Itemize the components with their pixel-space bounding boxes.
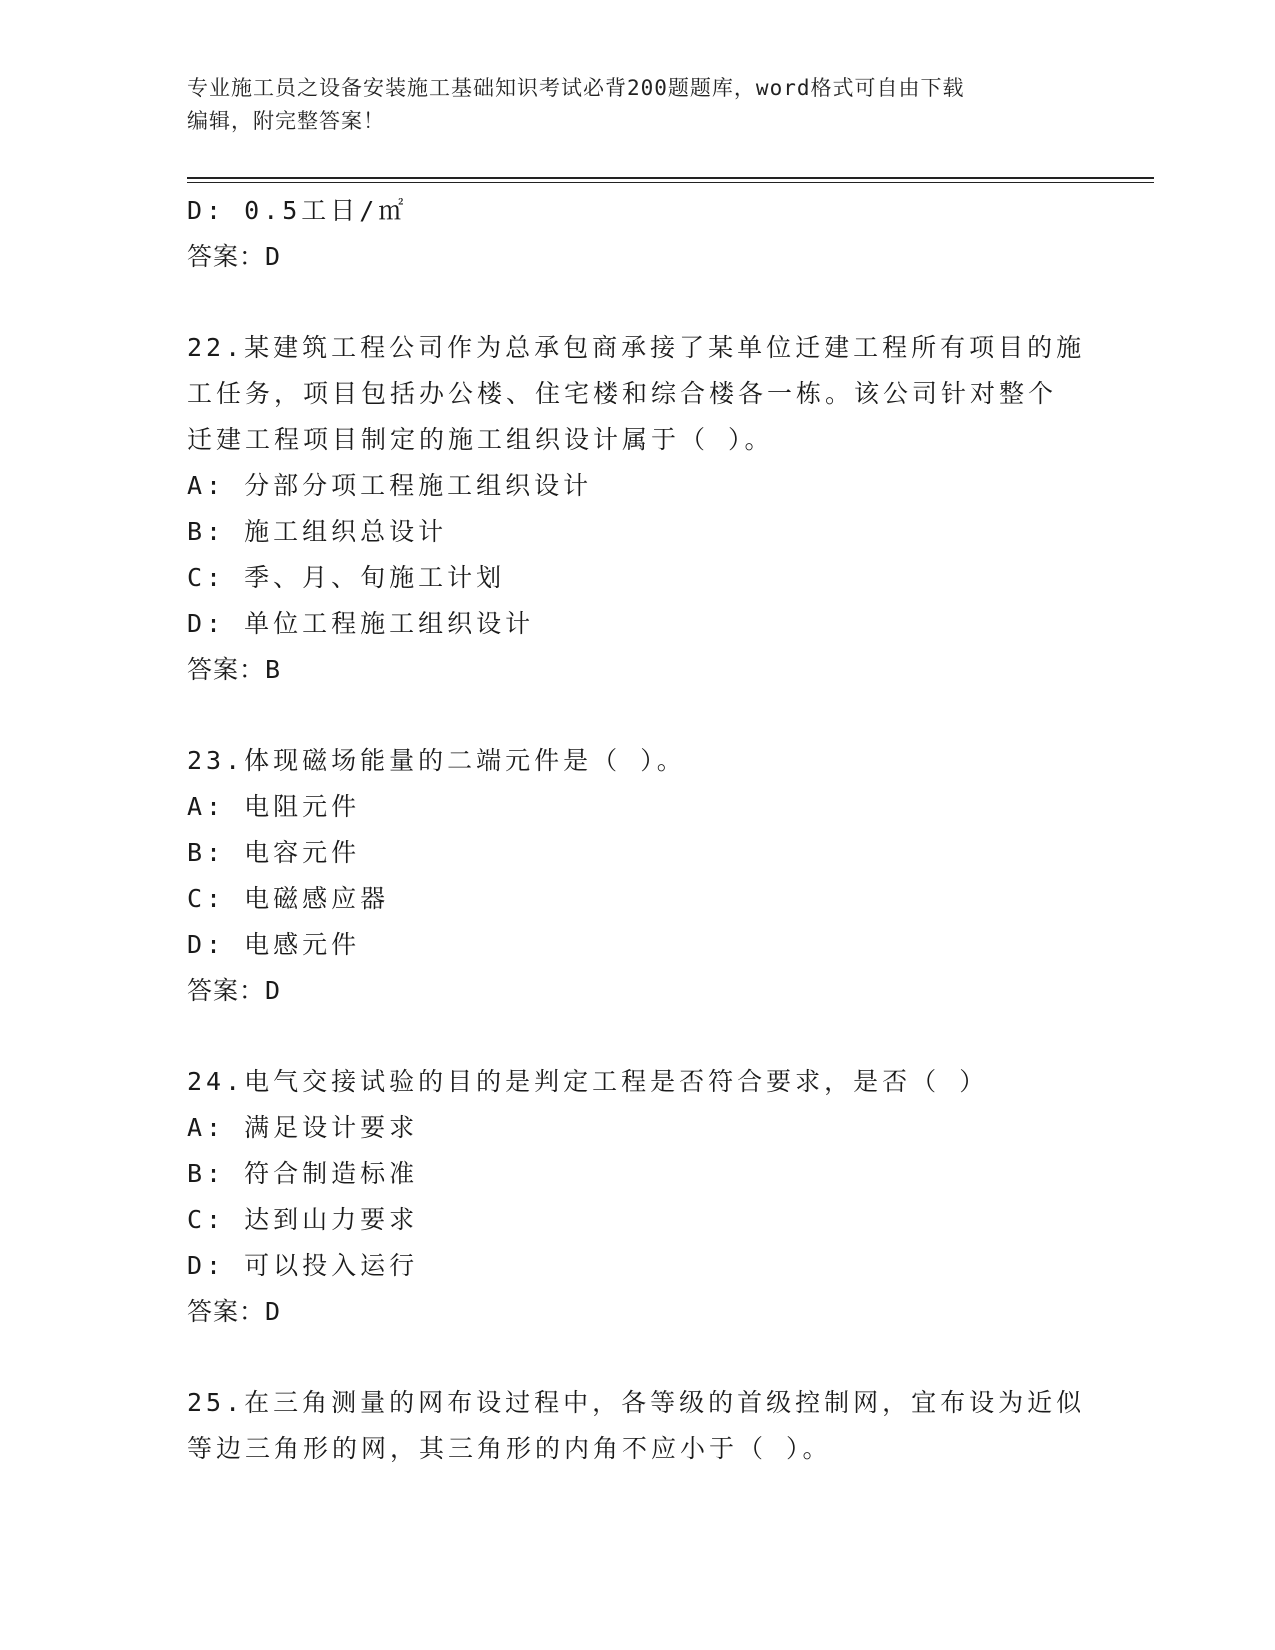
header-divider-thick (187, 177, 1154, 179)
question-24 (187, 1059, 1097, 1335)
question-text: 迁建工程项目制定的施工组织设计属于（ ）。 (187, 425, 774, 454)
option-d: D: 可以投入运行 (187, 1251, 419, 1280)
question-23 (187, 738, 1097, 1014)
option-a: A: 分部分项工程施工组织设计 (187, 471, 593, 500)
question-text: 等边三角形的网，其三角形的内角不应小于（ ）。 (187, 1434, 832, 1463)
option-a: A: 满足设计要求 (187, 1113, 419, 1142)
option-b: B: 施工组织总设计 (187, 517, 448, 546)
question-text: 22.某建筑工程公司作为总承包商承接了某单位迁建工程所有项目的施 (187, 333, 1086, 362)
question-list (187, 188, 1097, 1472)
option-c: C: 达到山力要求 (187, 1205, 419, 1234)
question-25 (187, 1380, 1097, 1472)
option-d: D: 0.5工日/㎡ (187, 196, 408, 225)
option-d: D: 电感元件 (187, 930, 361, 959)
answer: 答案：D (187, 1297, 282, 1326)
option-c: C: 电磁感应器 (187, 884, 390, 913)
question-text: 25.在三角测量的网布设过程中，各等级的首级控制网，宜布设为近似 (187, 1388, 1086, 1417)
header-line-2: 编辑，附完整答案！ (187, 109, 385, 133)
answer: 答案：D (187, 242, 282, 271)
question-text: 24.电气交接试验的目的是判定工程是否符合要求，是否（ ） (187, 1067, 989, 1096)
option-d: D: 单位工程施工组织设计 (187, 609, 535, 638)
option-c: C: 季、月、旬施工计划 (187, 563, 506, 592)
option-b: B: 符合制造标准 (187, 1159, 419, 1188)
option-b: B: 电容元件 (187, 838, 361, 867)
option-a: A: 电阻元件 (187, 792, 361, 821)
header-divider-thin (187, 182, 1154, 183)
document-header (187, 72, 1087, 138)
question-text: 23.体现磁场能量的二端元件是（ ）。 (187, 746, 686, 775)
answer: 答案：B (187, 655, 282, 684)
question-text: 工任务，项目包括办公楼、住宅楼和综合楼各一栋。该公司针对整个 (187, 379, 1058, 408)
header-line-1: 专业施工员之设备安装施工基础知识考试必背200题题库，word格式可自由下载 (187, 76, 965, 100)
question-22 (187, 325, 1097, 693)
answer: 答案：D (187, 976, 282, 1005)
